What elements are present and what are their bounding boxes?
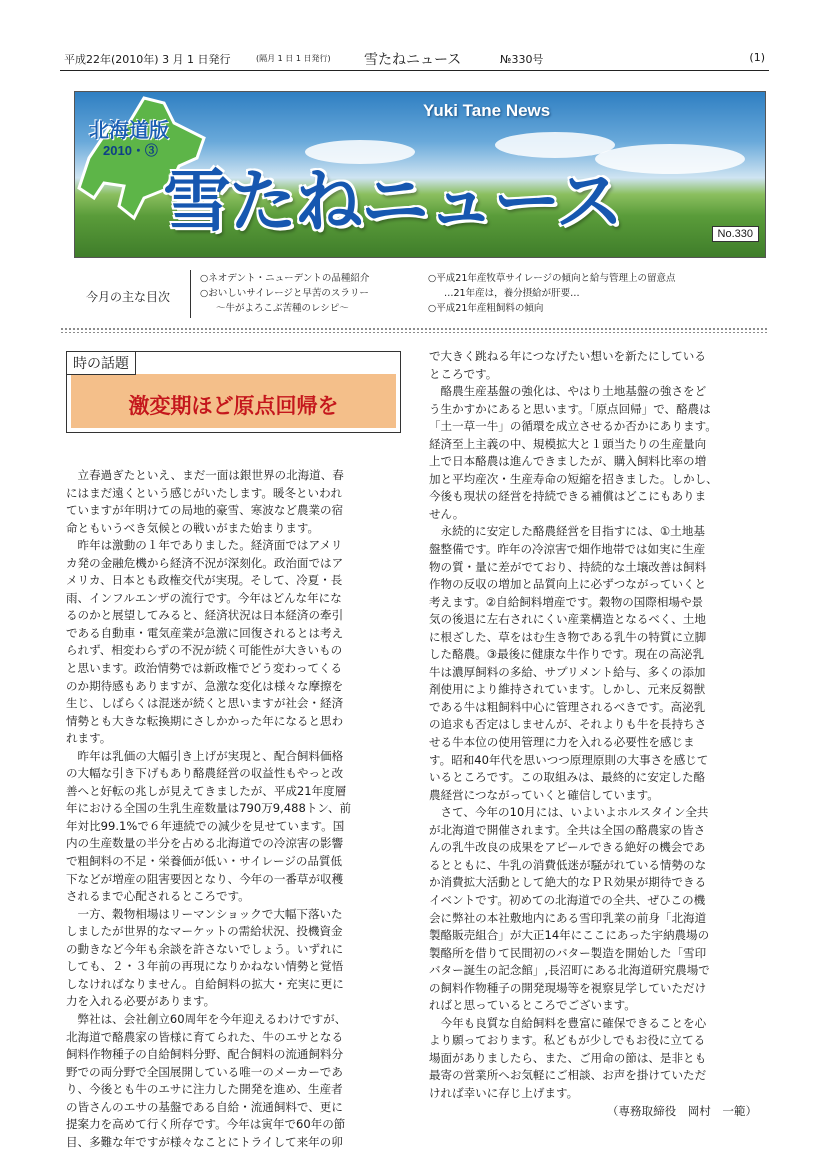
article-line: るのかと展望してみると、経済状況は日本経済の牽引 — [66, 608, 344, 623]
issue-frequency-note: (隔月 1 日 1 日発行) — [256, 54, 331, 63]
article-line: しなければなりません。自給飼料の拡大・充実に更に — [66, 976, 344, 991]
article-column-left — [66, 467, 411, 1151]
article-line: で粗飼料の不足・栄養価が低い・サイレージの品質低 — [66, 854, 343, 869]
article-line: り、今後とも牛のエサに注力した開発を進め、生産者 — [66, 1082, 343, 1097]
article-line: に根ざした、草をはむ生き物である乳牛の特質に立脚 — [429, 629, 707, 644]
page-header — [60, 46, 769, 71]
article-line: の追求も否定はしませんが、それよりも牛を長持ちさ — [429, 717, 707, 732]
article-line: 弊社は、会社創立60周年を今年迎えるわけですが、 — [66, 1011, 347, 1026]
article-line: 農経営につながっていくと確信しています。 — [429, 787, 659, 802]
article-line: が北海道で開催されます。全共は全国の酪農家の皆さ — [429, 822, 706, 837]
article-line: 酪農生産基盤の強化は、やはり土地基盤の強さをど — [429, 384, 707, 399]
article-line: の皆さんのエサの基盤である自給・流通飼料で、更に — [66, 1099, 343, 1114]
article-line: 立春過ぎたといえ、まだ一面は銀世界の北海道、春 — [66, 468, 344, 482]
article-line: 上で日本酪農は進んできましたが、購入飼料比率の増 — [429, 454, 707, 469]
article-line: られず、相変わらずの不況が続く可能性が大きいもの — [66, 643, 343, 658]
article-line: と思います。政治情勢では新政権でどう変わってくる — [66, 661, 343, 676]
article-line: 経済至上主義の中、規模拡大と１頭当たりの生産量向 — [429, 436, 707, 451]
article-line: しましたが世界的なマーケットの需給状況、投機資金 — [66, 924, 343, 939]
article-line: 下などが増産の阻害要因となり、今年の一番草が収穫 — [66, 871, 344, 886]
article-line: ればと思っているところでございます。 — [429, 998, 636, 1013]
toc-item: 〜牛がよろこぶ苦種のレシピ〜 — [216, 303, 349, 314]
article-line: の飼料作物種子の開発現場等を視察見学していただけ — [429, 980, 707, 995]
toc-label: 今月の主な目次 — [86, 290, 171, 304]
article-line: しても、２・３年前の再現になりかねない情勢と覚悟 — [66, 959, 344, 974]
article-line: 目、多難な年ですが様々なことにトライして来年の卯 — [66, 1134, 343, 1149]
article-line: 雨、インフルエンザの流行です。今年はどんな年にな — [66, 590, 342, 605]
article-line: の動きなど今年も余談を許さないでしょう。いずれに — [66, 941, 344, 956]
article-line: 今後も現状の経営を持続できる補償はどこにもありま — [429, 489, 707, 504]
article-title: 激変期ほど原点回帰を — [128, 393, 339, 418]
topic-label: 時の話題 — [67, 352, 136, 375]
paper-name: 雪たねニュース — [364, 52, 462, 68]
article-line: 作物の反収の増加と品質向上に必ずつながっていくと — [429, 577, 707, 592]
article-line: した酪農。③最後に健康な牛作りです。現在の高泌乳 — [429, 647, 705, 662]
article-line: 昨年は乳価の大幅引き上げが実現と、配合飼料価格 — [66, 748, 344, 763]
article-line: 盤整備です。昨年の冷涼害で畑作地帯では如実に生産 — [429, 542, 706, 557]
topic-heading-box — [66, 351, 401, 433]
article-line: のか期待感もありますが、急激な変化は様々な摩擦を — [66, 678, 344, 693]
article-line: んの乳牛改良の成果をアピールできる絶好の機会であ — [429, 840, 706, 855]
article-line: 剤使用により維持されています。しかし、元来反芻獣 — [429, 682, 706, 697]
article-line: るとともに、牛乳の消費低迷が騒がれている情勢のな — [429, 857, 707, 872]
issue-date: 平成22年(2010年) 3 月 1 日発行 — [64, 53, 231, 66]
article-line: いるところです。この取組みは、最終的に安定した酪 — [429, 770, 706, 785]
edition-label: 北海道版 — [89, 118, 169, 142]
article-line: さて、今年の10月には、いよいよホルスタイン全共 — [429, 805, 709, 820]
article-line: 年対比99.1%で６年連続での減少を見せています。国 — [66, 818, 345, 833]
toc-item: ○平成21年産粗飼料の傾向 — [428, 303, 544, 314]
toc-divider — [190, 270, 191, 318]
article-line: されるまで心配されるところです。 — [66, 889, 250, 904]
article-line: 情勢とも大きな転換期にさしかかった年になると思わ — [66, 713, 344, 728]
article-line: 力を入れる必要があります。 — [66, 994, 216, 1009]
article-line: 野での両分野で全国展開している唯一のメーカーであ — [66, 1064, 343, 1079]
toc-item: ○ネオデント・ニューデントの品種紹介 — [200, 273, 370, 284]
article-line: 牛は濃厚飼料の多給、サプリメント給与、多くの添加 — [429, 664, 706, 679]
article-line: ければ幸いに存じ上げます。 — [429, 1085, 579, 1100]
article-line: せる牛本位の使用管理に力を入れる必要性を感じま — [429, 735, 695, 750]
article-line: である牛は粗飼料中心に管理されるべきです。高泌乳 — [429, 699, 706, 714]
article-column-right — [429, 348, 775, 1120]
article-line: 加と平均産次・生産寿命の短縮を招きました。しかし、 — [429, 471, 718, 486]
author-signature: （専務取締役 岡村 一範） — [606, 1103, 757, 1118]
article-line: 昨年は激動の１年でありました。経済面ではアメリ — [66, 538, 343, 553]
article-line: より願っております。私どもが少しでもお役に立てる — [429, 1033, 706, 1048]
article-line: 最寄の営業所へお気軽にご相談、お声を掛けていただ — [429, 1068, 707, 1083]
masthead-title: 雪たねニュース — [163, 163, 622, 242]
article-line: 年における全国の生乳生産数量は790万9,488トン、前 — [66, 801, 352, 816]
article-line: 飼料作物種子の自給飼料分野、配合飼料の流通飼料分 — [66, 1047, 344, 1062]
page-number: (1) — [749, 51, 765, 64]
article-line: 製酪所を借りて民間初のバター製造を開始した「雪印 — [429, 945, 707, 960]
article-line: れます。 — [66, 731, 112, 746]
article-line: か消費拡大活動として絶大的なＰＲ効果が期待できる — [429, 875, 707, 890]
toc-item: …21年産は，養分摂給が肝要… — [444, 288, 580, 299]
article-line: 場面がありましたら、また、ご用命の節は、是非とも — [429, 1050, 707, 1065]
article-line: カ発の金融危機から経済不況が深刻化。政治面ではア — [66, 555, 344, 570]
article-line: 一方、穀物相場はリーマンショックで大幅下落いた — [66, 906, 343, 921]
article-line: 北海道で酪農家の皆様に育てられた、牛のエサとなる — [66, 1029, 344, 1044]
article-line: 善へと好転の兆しが見えてきましたが、平成21年度層 — [66, 783, 347, 798]
article-line: う生かすかにあると思います。「原点回帰」で、酪農は — [429, 401, 711, 416]
issue-tag: No.330 — [712, 226, 759, 242]
toc-item: ○おいしいサイレージと早苦のスラリー — [200, 288, 369, 299]
article-line: 永続的に安定した酪農経営を目指すには、①土地基 — [429, 524, 705, 539]
article-line: す。昭和40年代を思いつつ原理原則の大事さを感じて — [429, 752, 709, 767]
article-line: 提案力を高めて行く所存です。今年は寅年で60年の節 — [66, 1117, 346, 1132]
article-line: の大幅な引き下げもあり酪農経営の収益性もやっと改 — [66, 766, 344, 781]
article-line: 「土一草一牛」の循環を成立させるか否かにあります。 — [429, 419, 717, 434]
article-line: ところです。 — [429, 366, 498, 381]
article-line: で大きく跳ねる年につなげたい想いを新たにしている — [429, 349, 706, 363]
article-line: 今年も良質な自給飼料を豊富に確保できることを心 — [429, 1015, 707, 1030]
article-line: 命ともいうべき気候との戦いがまた始まります。 — [66, 520, 320, 535]
article-line: イベントです。初めての北海道での全共、ぜひこの機 — [429, 892, 706, 907]
issue-number: №330号 — [500, 53, 544, 66]
article-line: にはまだ遠くという感じがいたします。暖冬といわれ — [66, 485, 343, 500]
edition-year: 2010・③ — [103, 143, 158, 158]
article-line: 内の生産数量の半分を占める北海道での冷涼害の影響 — [66, 836, 344, 851]
article-line: 会に弊社の本社敷地内にある雪印乳業の前身「北海道 — [429, 910, 707, 925]
article-line: 気の後退に左右されにくい産業構造となるべく、土地 — [429, 612, 706, 627]
dotted-divider — [60, 327, 769, 333]
article-line: せん。 — [429, 506, 465, 521]
article-line: バター誕生の記念館」,長沼町にある北海道研究農場で — [429, 963, 710, 978]
article-line: ていますが年明けての局地的豪雪、寒波など農業の宿 — [66, 503, 344, 518]
article-line: 物の質・量に差がでており、持続的な土壌改善は飼料 — [429, 559, 707, 574]
article-line: 生じ、しばらくは混迷が続くと思いますが社会・経済 — [66, 696, 344, 711]
masthead-banner — [74, 91, 766, 258]
article-line: 考えます。②自給飼料増産です。穀物の国際相場や景 — [429, 594, 704, 609]
toc-item: ○平成21年産牧草サイレージの傾向と給与管理上の留意点 — [428, 273, 676, 284]
table-of-contents — [78, 270, 768, 320]
article-line: である自動車・電気産業が急激に回復されるとは考え — [66, 625, 344, 640]
article-line: メリカ、日本とも政権交代が実現。そして、冷夏・長 — [66, 573, 343, 588]
english-title: Yuki Tane News — [423, 101, 551, 120]
article-line: 製酪販売組合」が大正14年にここにあった宇納農場の — [429, 928, 710, 943]
